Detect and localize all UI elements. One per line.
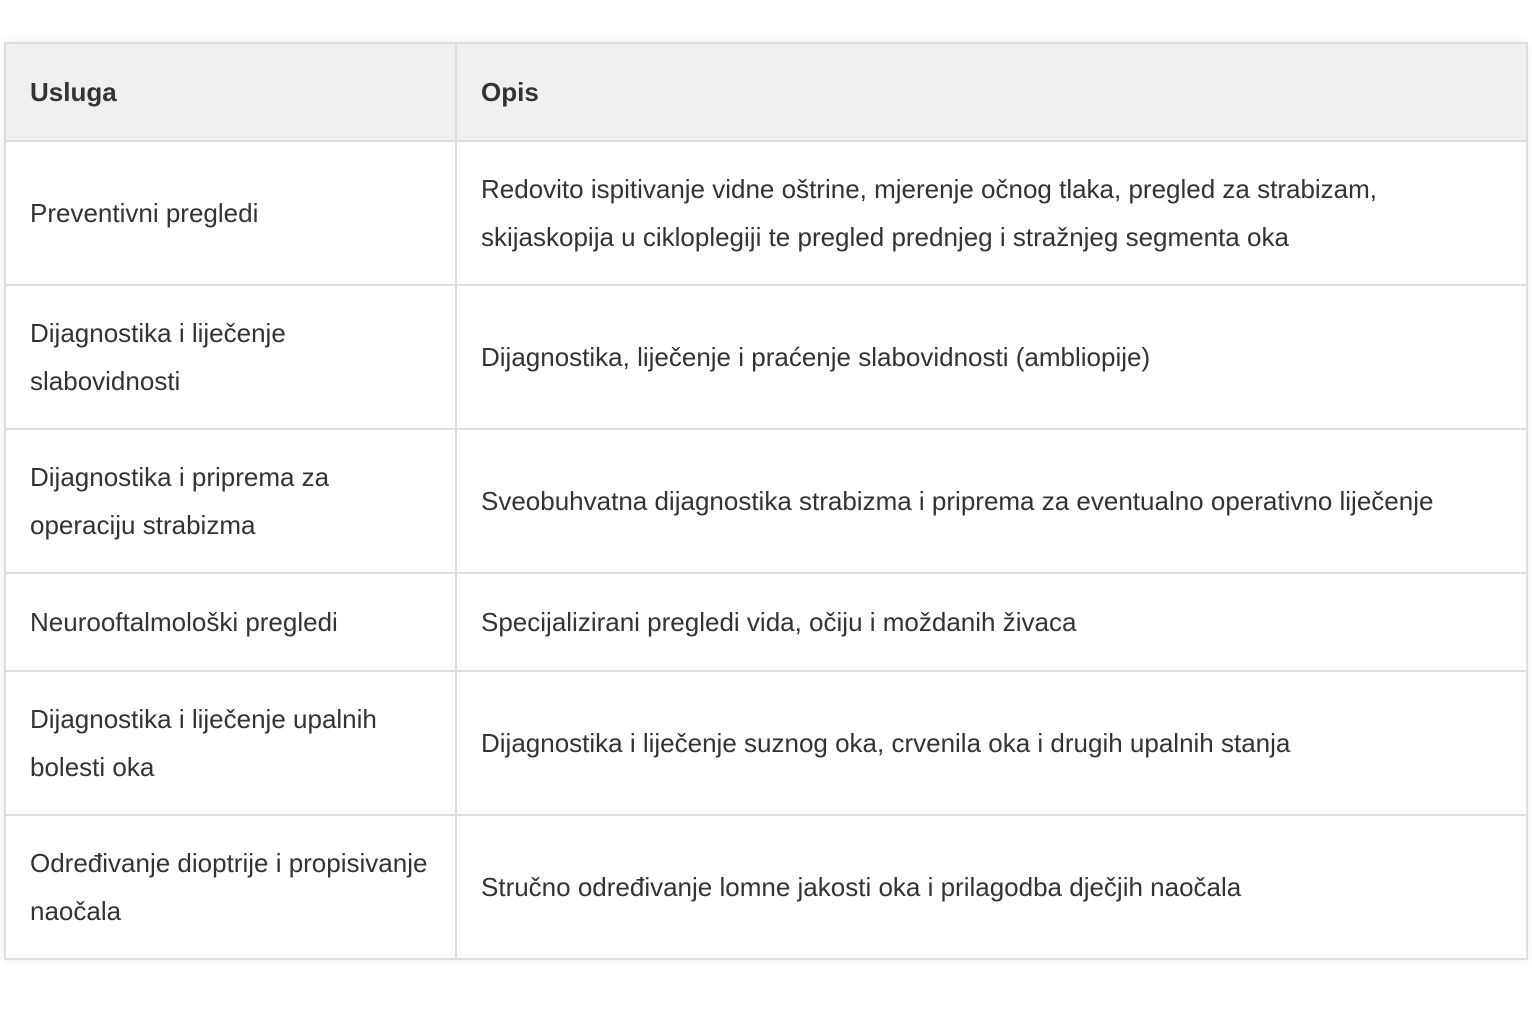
table-row [5,815,1527,959]
service-cell: Dijagnostika i priprema za operaciju strabizma [5,429,456,573]
services-table-container [4,42,1526,960]
description-cell: Dijagnostika i liječenje suznog oka, crvenila oka i drugih upalnih stanja [456,671,1527,815]
service-cell: Dijagnostika i liječenje upalnih bolesti oka [5,671,456,815]
service-cell: Preventivni pregledi [5,141,456,285]
description-cell: Specijalizirani pregledi vida, očiju i moždanih živaca [456,573,1527,671]
table-row [5,141,1527,285]
table-row [5,671,1527,815]
table-row [5,573,1527,671]
description-cell: Stručno određivanje lomne jakosti oka i prilagodba dječjih naočala [456,815,1527,959]
table-row [5,429,1527,573]
service-cell: Neurooftalmološki pregledi [5,573,456,671]
service-cell: Dijagnostika i liječenje slabovidnosti [5,285,456,429]
services-table [4,42,1528,960]
table-row [5,285,1527,429]
table-header-row [5,43,1527,141]
description-cell: Sveobuhvatna dijagnostika strabizma i priprema za eventualno operativno liječenje [456,429,1527,573]
description-cell: Redovito ispitivanje vidne oštrine, mjerenje očnog tlaka, pregled za strabizam, skijaskopija u cikloplegiji te pregled prednjeg i stražnjeg segmenta oka [456,141,1527,285]
column-header-service: Usluga [5,43,456,141]
description-cell: Dijagnostika, liječenje i praćenje slabovidnosti (ambliopije) [456,285,1527,429]
service-cell: Određivanje dioptrije i propisivanje naočala [5,815,456,959]
column-header-description: Opis [456,43,1527,141]
